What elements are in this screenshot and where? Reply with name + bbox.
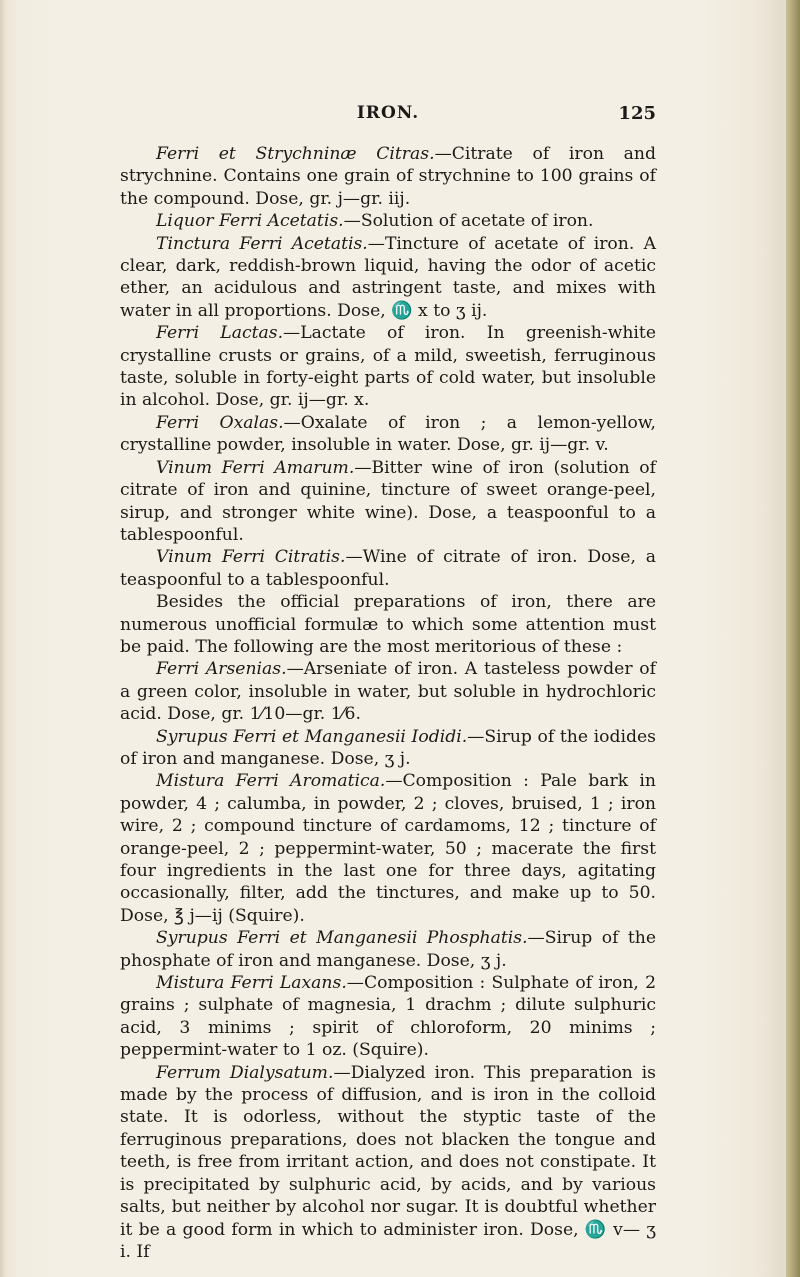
entry-liquor-ferri-acetatis — [120, 210, 656, 232]
entry-mistura-ferri-aromatica — [120, 770, 656, 927]
entry-term: Mistura Ferri Laxans. — [156, 973, 347, 994]
entry-term: Vinum Ferri Amarum. — [156, 457, 355, 478]
page-body — [120, 143, 656, 1263]
entry-term: Vinum Ferri Citratis. — [156, 547, 346, 568]
entry-text: —Dialyzed iron. This preparation is made by the process of diffusion, and is iron in the colloid state. It is odorless, without the styptic taste of the ferruginous preparations, does not blacken the tongue and teeth, is free from irritant action, and does not constipate. It is precipitated by sulphuric acid, by acids, and by various salts, but neither by alcohol nor sugar. It is doubtful whether it be a good form in which to administer iron. Dose, ♏ v— ʒ i. If — [120, 1062, 656, 1262]
entry-text: —Sirup of the phosphate of iron and manganese. Dose, ʒ j. — [120, 928, 656, 971]
page-header — [120, 103, 656, 127]
entry-text: —Sirup of the iodides of iron and manganese. Dose, ʒ j. — [120, 726, 656, 769]
entry-text: —Lactate of iron. In greenish-white crystalline crusts or grains, of a mild, sweetish, ferruginous taste, soluble in forty-eight parts of cold water, but insoluble in alcohol. Dose, gr. ij—gr. x. — [120, 323, 657, 411]
entry-ferri-oxalas — [120, 412, 656, 457]
entry-syrupus-ferri-manganesii-phosphatis — [120, 927, 656, 972]
entry-mistura-ferri-laxans — [120, 972, 656, 1062]
entry-ferrum-dialysatum — [120, 1062, 656, 1264]
entry-syrupus-ferri-manganesii-iodidi — [120, 726, 656, 771]
entry-term: Ferri Oxalas. — [156, 412, 284, 433]
entry-tinctura-ferri-acetatis — [120, 233, 656, 323]
entry-term: Liquor Ferri Acetatis. — [156, 211, 344, 232]
entry-term: Ferri et Strychninæ Citras. — [156, 144, 435, 164]
entry-ferri-lactas — [120, 322, 656, 412]
entry-term: Syrupus Ferri et Manganesii Iodidi. — [156, 726, 468, 747]
entry-text: —Oxalate of iron ; a lemon-yellow, crystalline powder, insoluble in water. Dose, gr. ij—gr. v. — [120, 412, 656, 456]
entry-vinum-ferri-citratis — [120, 546, 656, 591]
entry-text: —Arseniate of iron. A tasteless powder of a green color, insoluble in water, but soluble in hydrochloric acid. Dose, gr. 1⁄10—gr. 1⁄6. — [120, 659, 656, 725]
book-binding-edge — [786, 0, 800, 1277]
entry-text: —Citrate of iron and strychnine. Contains one grain of strychnine to 100 grains of the compound. Dose, gr. j—gr. iij. — [120, 144, 656, 209]
entry-text: —Composition : Sulphate of iron, 2 grains ; sulphate of magnesia, 1 drachm ; dilute sulphuric acid, 3 minims ; spirit of chloroform, 20 minims ; peppermint-water to 1 oz. (Squire). — [120, 973, 657, 1061]
entry-text: —Composition : Pale bark in powder, 4 ; calumba, in powder, 2 ; cloves, bruised, 1 ; iron wire, 2 ; compound tincture of cardamoms, 12 ; tincture of orange-peel, 2 ; peppermint-water, 50 ; macerate the first four ingredients in the last one for three days, agitating occasionally, filter, add the tinctures, and make up to 50. Dose, ℥ j—ij (Squire). — [120, 771, 656, 926]
entry-term: Ferri Lactas. — [156, 323, 284, 344]
entry-term: Tinctura Ferri Acetatis. — [156, 233, 368, 254]
entry-text: Besides the official preparations of iron, there are numerous unofficial formulæ to which some attention must be paid. The following are the most meritorious of these : — [120, 592, 656, 657]
entry-term: Ferrum Dialysatum. — [156, 1062, 334, 1083]
running-head: IRON. — [356, 103, 420, 123]
entry-ferri-strychninae-citras — [120, 143, 656, 210]
page-gutter — [0, 0, 6, 1277]
entry-text: —Tincture of acetate of iron. A clear, dark, reddish-brown liquid, having the odor of acetic ether, an acidulous and astringent taste, and mixes with water in all proportions. Dose, ♏ x to ʒ ij. — [120, 233, 656, 321]
entry-term: Mistura Ferri Aromatica. — [156, 771, 386, 792]
entry-text: —Solution of acetate of iron. — [343, 211, 594, 232]
entry-term: Syrupus Ferri et Manganesii Phosphatis. — [156, 928, 528, 949]
entry-term: Ferri Arsenias. — [156, 659, 287, 680]
entry-ferri-arsenias — [120, 658, 656, 725]
entry-text: —Bitter wine of iron (solution of citrate of iron and quinine, tincture of sweet orange-peel, sirup, and stronger white wine). Dose, a teaspoonful to a tablespoonful. — [120, 457, 657, 545]
page-number: 125 — [618, 103, 656, 124]
entry-text: —Wine of citrate of iron. Dose, a teaspoonful to a tablespoonful. — [120, 547, 656, 590]
entry-vinum-ferri-amarum — [120, 457, 656, 547]
entry-unofficial-intro — [120, 591, 656, 658]
